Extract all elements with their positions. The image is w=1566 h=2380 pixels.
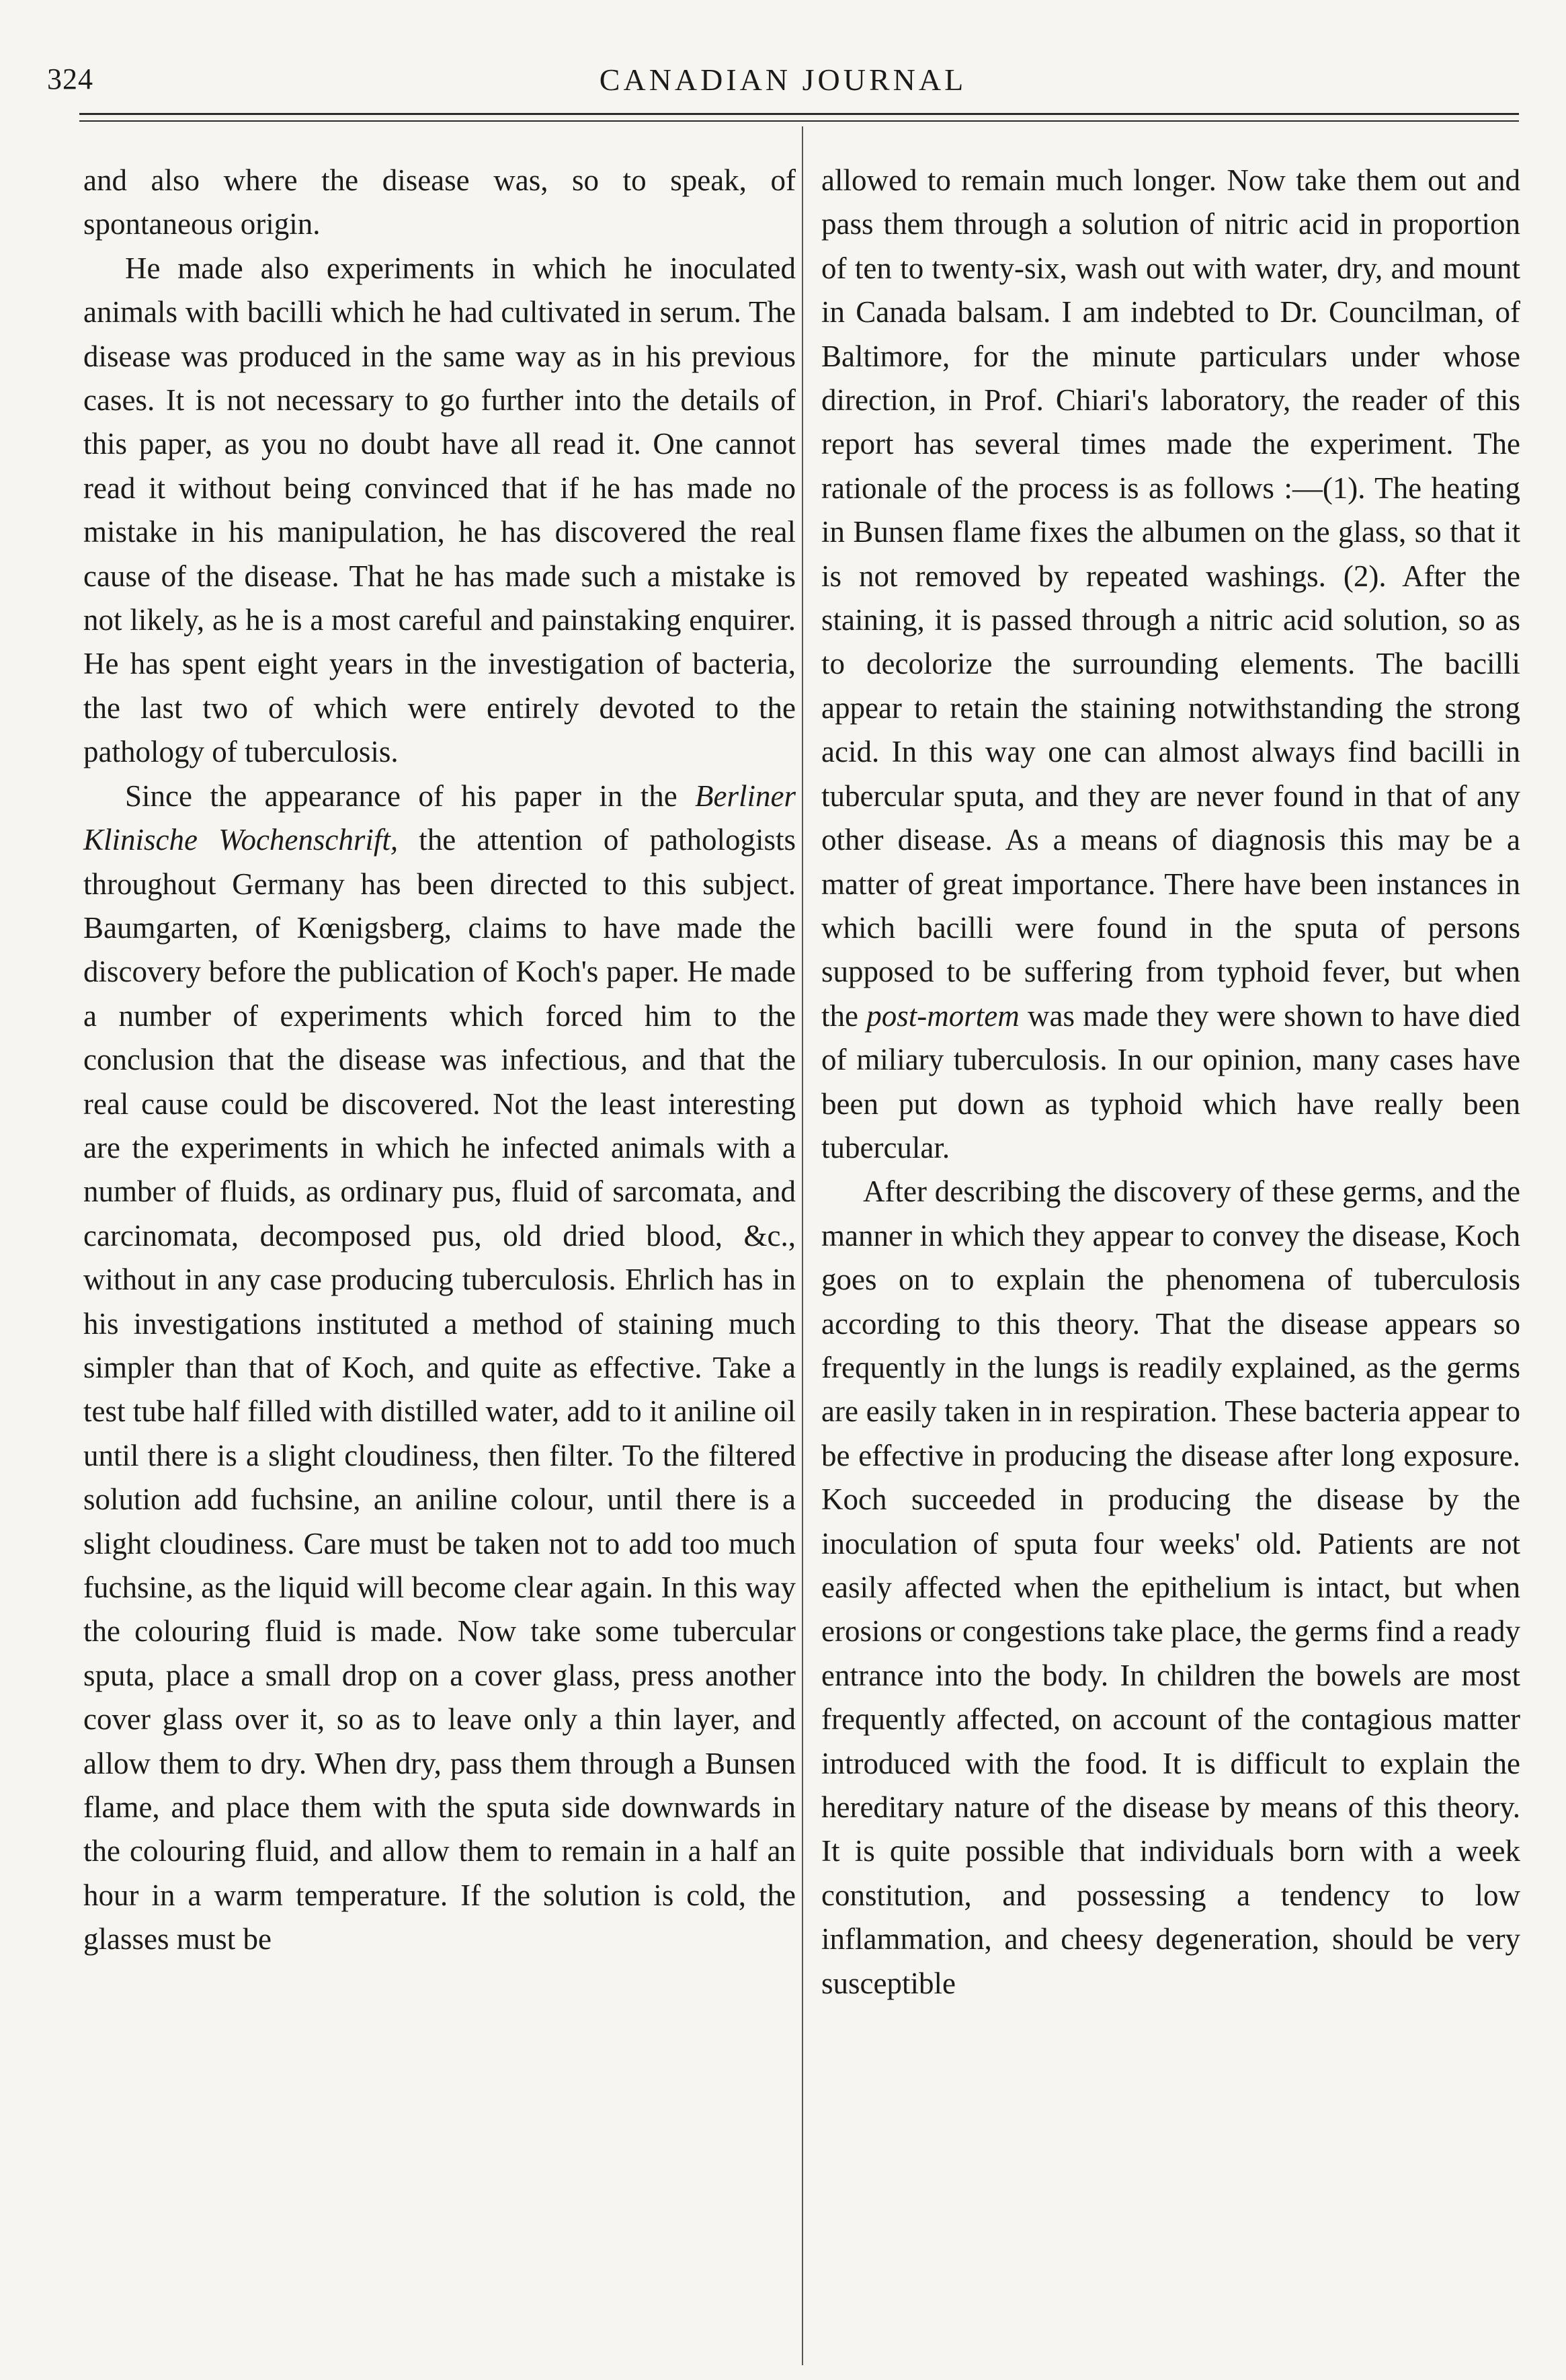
header-rule-thin <box>79 120 1519 122</box>
paragraph: He made also experiments in which he inoculated animals with bacilli which he had cultivated in serum. The disease was produced in the same way as in his previous cases. It is not necessary to go further into the details of this paper, as you no doubt have all read it. One cannot read it without being convinced that if he has made no mistake in his manipulation, he has discovered the real cause of the disease. That he has made such a mistake is not likely, as he is a most careful and painstaking enquirer. He has spent eight years in the investigation of bacteria, the last two of which were entirely devoted to the pathology of tuberculosis. <box>83 251 796 769</box>
journal-title: Berliner Klinische Wochenschrift, <box>83 779 796 857</box>
right-column <box>821 159 1520 2006</box>
left-column <box>83 159 796 1962</box>
text-run: was made they were shown to have died of miliary tuberculosis. In our opinion, many cases have been put down as typhoid which have really been tubercular. <box>821 998 1520 1164</box>
text-run: the attention of pathologists throughout Germany has been directed to this subject. Baumgarten, of Kœnigsberg, claims to have made the discovery before the publication of Koch's paper. He made a number of experiments which forced him to the conclusion that the disease was infectious, and that the real cause could be discovered. Not the least interesting are the experiments in which he infected animals with a number of fluids, as ordinary pus, fluid of sarcomata, and carcinomata, decomposed pus, old dried blood, &c., without in any case producing tuberculosis. Ehrlich has in his investigations instituted a method of staining much simpler than that of Koch, and quite as effective. Take a test tube half filled with distilled water, add to it aniline oil until there is a slight cloudiness, then filter. To the filtered solution add fuchsine, an aniline colour, until there is a slight cloudiness. Care must be taken not to add too much fuchsine, as the liquid will become clear again. In this way the colouring fluid is made. Now take some tubercular sputa, place a small drop on a cover glass, press another cover glass over it, so as to leave only a thin layer, and allow them to dry. When dry, pass them through a Bunsen flame, and place them with the sputa side downwards in the colouring fluid, and allow them to remain in a half an hour in a warm temperature. If the solution is cold, the glasses must be <box>83 823 796 1956</box>
column-divider <box>802 126 803 2365</box>
paragraph: and also where the disease was, so to speak, of spontaneous origin. <box>83 163 796 241</box>
page-number: 324 <box>47 63 93 95</box>
paragraph <box>83 775 796 1962</box>
text-run: allowed to remain much longer. Now take them out and pass them through a solution of nitric acid in proportion of ten to twenty-six, wash out with water, dry, and mount in Canada balsam. I am indebted to Dr. Councilman, of Baltimore, for the minute particulars under whose direction, in Prof. Chiari's laboratory, the reader of this report has several times made the experiment. The rationale of the process is as follows :—(1). The heating in Bunsen flame fixes the albumen on the glass, so that it is not removed by repeated washings. (2). After the staining, it is passed through a nitric acid solution, so as to decolorize the surrounding elements. The bacilli appear to retain the staining notwithstanding the strong acid. In this way one can almost always find bacilli in tubercular sputa, and they are never found in that of any other disease. As a means of diagnosis this may be a matter of great importance. There have been instances in which bacilli were found in the sputa of persons supposed to be suffering from typhoid fever, but when the <box>821 163 1520 1033</box>
header-rule <box>79 113 1519 115</box>
page-header <box>47 62 1519 109</box>
paragraph <box>821 159 1520 1170</box>
running-head: CANADIAN JOURNAL <box>599 63 967 97</box>
paragraph: After describing the discovery of these germs, and the manner in which they appear to convey the disease, Koch goes on to explain the phenomena of tuberculosis according to this theory. That the disease appears so frequently in the lungs is readily explained, as the germs are easily taken in in respiration. These bacteria appear to be effective in producing the disease after long exposure. Koch succeeded in producing the disease by the inoculation of sputa four weeks' old. Patients are not easily affected when the epithelium is intact, but when erosions or congestions take place, the germs find a ready entrance into the body. In children the bowels are most frequently affected, on account of the contagious matter introduced with the food. It is difficult to explain the hereditary nature of the disease by means of this theory. It is quite possible that individuals born with a week constitution, and possessing a tendency to low inflammation, and cheesy degeneration, should be very susceptible <box>821 1175 1520 2000</box>
text-run: Since the appearance of his paper in the <box>125 779 677 813</box>
italic-term: post-mortem <box>866 998 1020 1033</box>
